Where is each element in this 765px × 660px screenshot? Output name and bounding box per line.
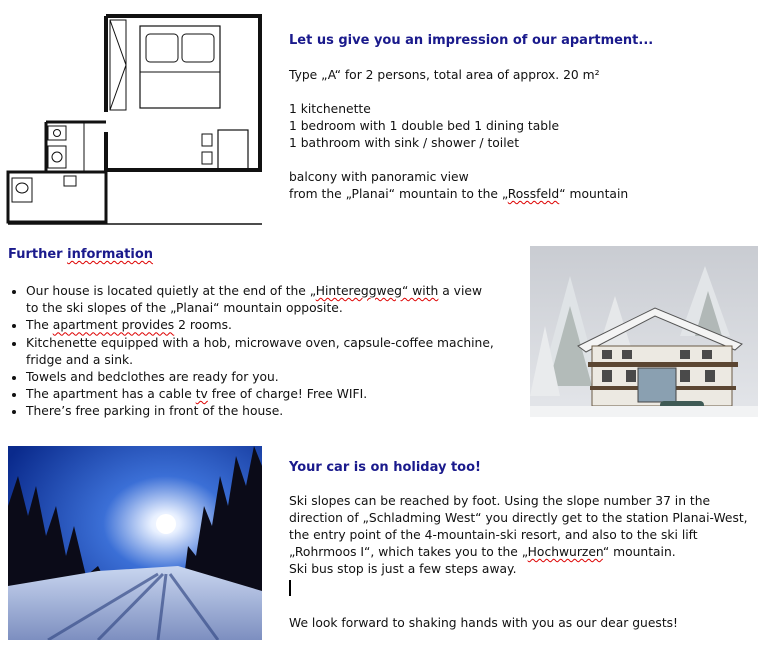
closing-line: We look forward to shaking hands with you as our dear guests! (289, 616, 678, 630)
balcony-line: balcony with panoramic view (289, 170, 469, 184)
panorama-line: from the „Planai“ mountain to the „Rossfeld“ mountain (289, 187, 629, 201)
room-line-bathroom: 1 bathroom with sink / shower / toilet (289, 136, 520, 150)
house-photo (530, 246, 758, 417)
further-information-heading: Further information (8, 247, 154, 262)
room-line-kitchenette: 1 kitchenette (289, 102, 371, 116)
floor-plan (6, 12, 264, 227)
car-heading: Your car is on holiday too! (289, 460, 481, 475)
text-cursor (289, 580, 291, 596)
list-item: • The apartment has a cable tv free of charge! Free WIFI. (26, 386, 498, 403)
apartment-type-line: Type „A“ for 2 persons, total area of approx. 20 m² (289, 68, 600, 82)
ski-bus-line: Ski bus stop is just a few steps away. (289, 562, 517, 576)
room-line-bedroom: 1 bedroom with 1 double bed 1 dining table (289, 119, 560, 133)
list-item: • There’s free parking in front of the house. (26, 403, 498, 420)
list-item: • Towels and bedclothes are ready for you. (26, 369, 498, 386)
intro-heading: Let us give you an impression of our apartment... (289, 33, 654, 48)
list-item: • The apartment provides 2 rooms. (26, 317, 498, 334)
ski-slope-photo (8, 446, 262, 640)
ski-slopes-paragraph: Ski slopes can be reached by foot. Using the slope number 37 in the direction of „Schladming West“ you directly get to the station Planai-West, the entry point of the 4-mountain-ski resort, and also to the ski lift „Rohrmoos I“, which takes you to the „Hochwurzen“ mountain. (289, 494, 748, 559)
list-item: • Our house is located quietly at the end of the „Hintereggweg“ with a view to the ski slopes of the „Planai“ mountain opposite. (26, 283, 498, 317)
further-information-list (8, 283, 498, 421)
list-item: • Kitchenette equipped with a hob, microwave oven, capsule-coffee machine, fridge and a sink. (26, 335, 498, 369)
